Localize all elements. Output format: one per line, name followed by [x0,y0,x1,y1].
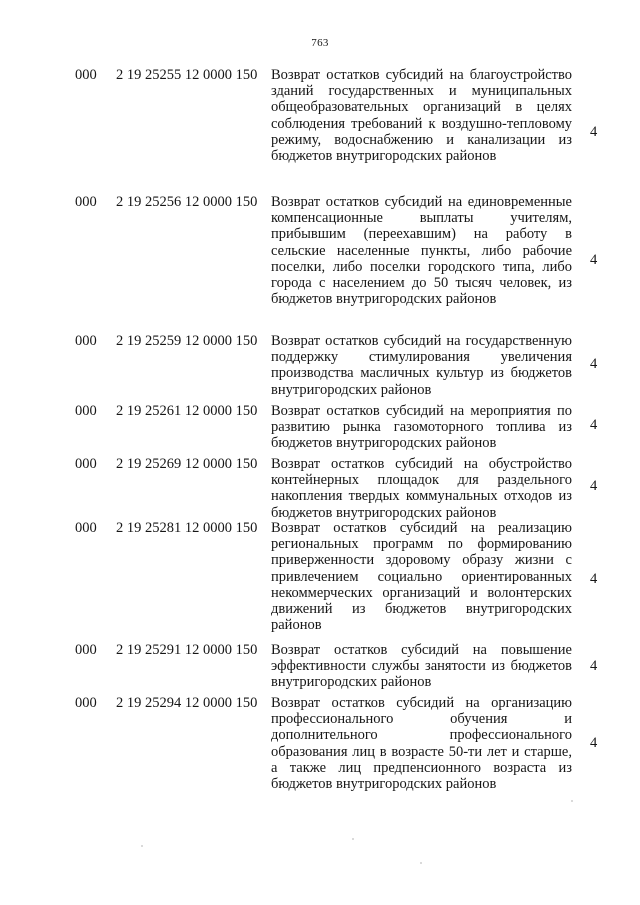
row-code: 4 [590,571,598,587]
admin-code: 000 [75,333,97,349]
scan-speck [420,862,422,864]
row-code: 4 [590,356,598,372]
row-description: Возврат остатков субсидий на единовременные компенсационные выплаты учителям, прибывшим (переехавшим) на работу в сельские населенные пункты, либо рабочие поселки, либо поселки городского типа, либо города с населением до 50 тысяч человек, из бюджетов внутригородских районов [271,194,572,308]
admin-code: 000 [75,642,97,658]
row-code: 4 [590,735,598,751]
row-description: Возврат остатков субсидий на мероприятия по развитию рынка газомоторного топлива из бюджетов внутригородских районов [271,403,572,452]
row-description: Возврат остатков субсидий на государственную поддержку стимулирования увеличения производства масличных культур из бюджетов внутригородских районов [271,333,572,398]
row-code: 4 [590,417,598,433]
admin-code: 000 [75,456,97,472]
scan-speck [141,845,143,847]
budget-classification-code: 2 19 25256 12 0000 150 [116,194,258,210]
row-description: Возврат остатков субсидий на реализацию региональных программ по формированию приверженности здоровому образу жизни с привлечением социально ориентированных некоммерческих организаций и волонтерских движений из бюджетов внутригородских районов [271,520,572,634]
budget-classification-code: 2 19 25255 12 0000 150 [116,67,258,83]
admin-code: 000 [75,403,97,419]
budget-classification-code: 2 19 25281 12 0000 150 [116,520,258,536]
row-description: Возврат остатков субсидий на повышение эффективности службы занятости из бюджетов внутригородских районов [271,642,572,691]
admin-code: 000 [75,194,97,210]
scan-speck [571,800,573,802]
scan-speck [352,838,354,840]
budget-classification-code: 2 19 25259 12 0000 150 [116,333,258,349]
admin-code: 000 [75,67,97,83]
row-description: Возврат остатков субсидий на благоустройство зданий государственных и муниципальных общеобразовательных организаций в целях соблюдения требований к воздушно-тепловому режиму, водоснабжению и канализации из бюджетов внутригородских районов [271,67,572,165]
row-code: 4 [590,252,598,268]
row-description: Возврат остатков субсидий на организацию профессионального обучения и дополнительного профессионального образования лиц в возрасте 50-ти лет и старше, а также лиц предпенсионного возраста из бюджетов внутригородских районов [271,695,572,793]
page-number: 763 [311,37,329,49]
row-description: Возврат остатков субсидий на обустройство контейнерных площадок для раздельного накопления твердых коммунальных отходов из бюджетов внутригородских районов [271,456,572,521]
row-code: 4 [590,658,598,674]
admin-code: 000 [75,520,97,536]
budget-classification-code: 2 19 25269 12 0000 150 [116,456,258,472]
budget-classification-code: 2 19 25261 12 0000 150 [116,403,258,419]
budget-classification-code: 2 19 25294 12 0000 150 [116,695,258,711]
budget-classification-code: 2 19 25291 12 0000 150 [116,642,258,658]
row-code: 4 [590,478,598,494]
admin-code: 000 [75,695,97,711]
row-code: 4 [590,124,598,140]
